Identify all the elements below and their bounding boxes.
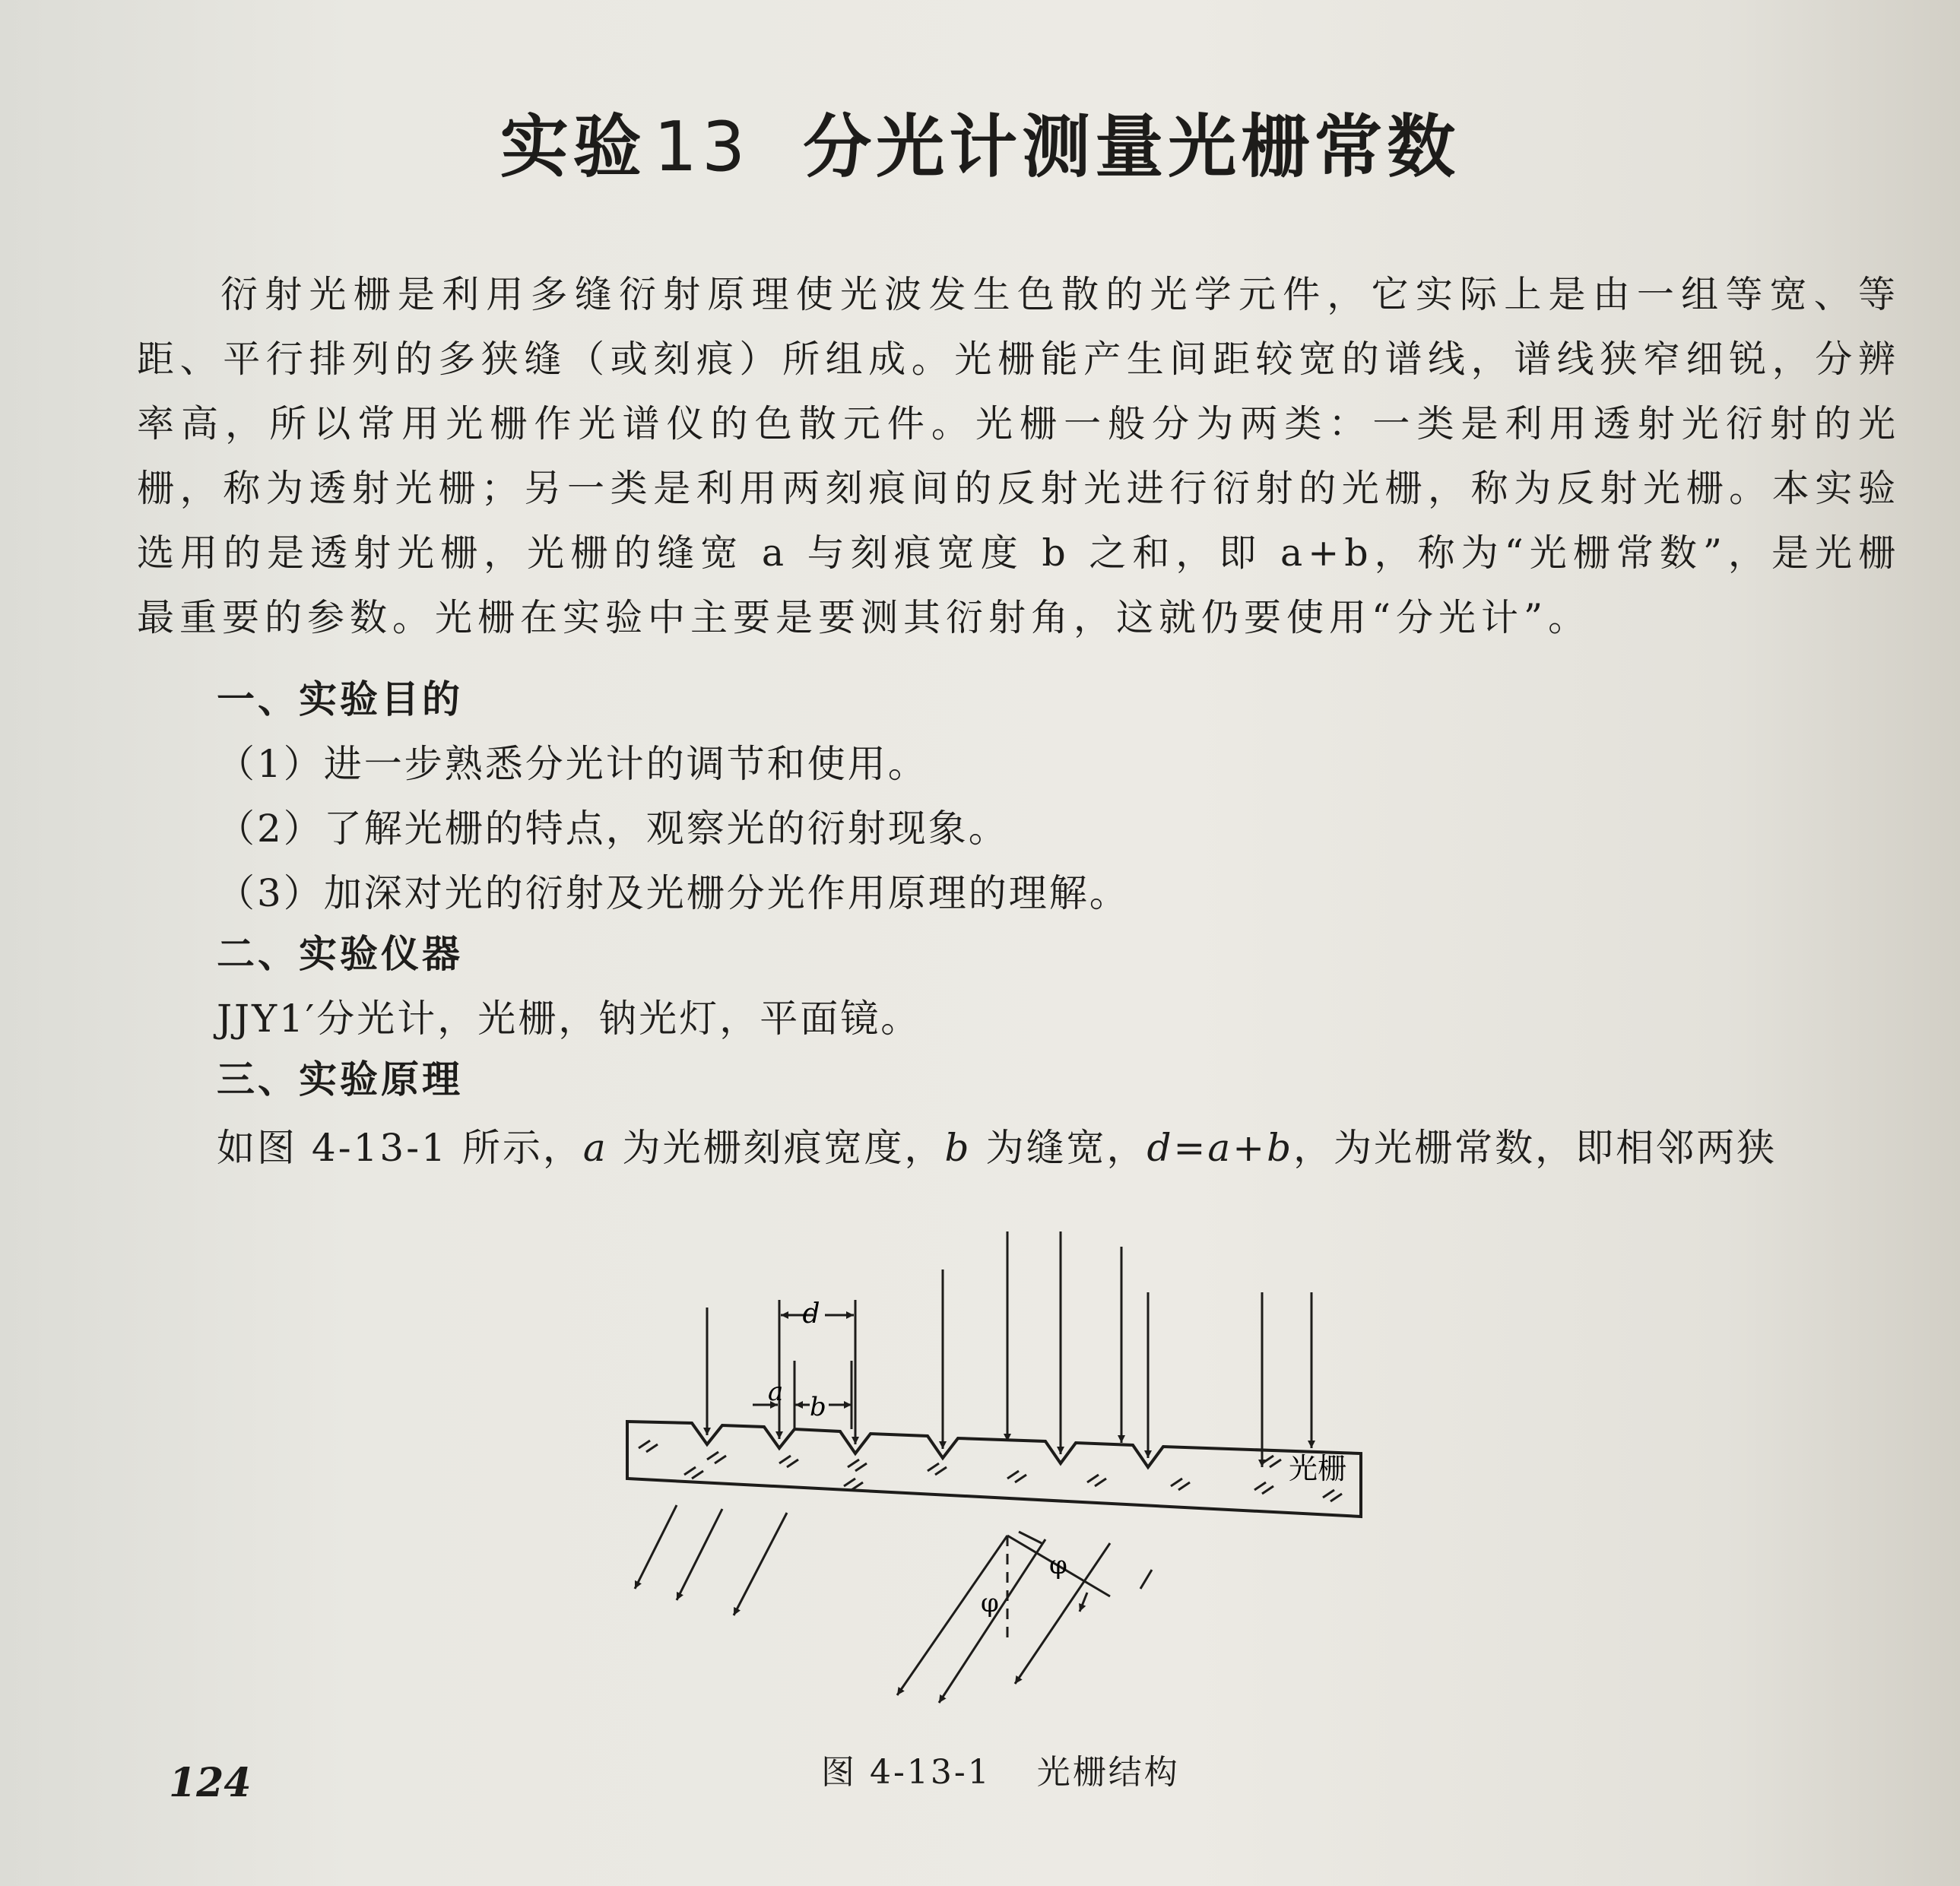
- diffracted-rays: [635, 1505, 1110, 1703]
- objective-item-1: （1）进一步熟悉分光计的调节和使用。: [217, 742, 928, 786]
- incident-rays: [707, 1231, 1311, 1467]
- intro-paragraph: 衍射光栅是利用多缝衍射原理使光波发生色散的光学元件，它实际上是由一组等宽、等距、平行排列的多狭缝（或刻痕）所组成。光栅能产生间距较宽的谱线，谱线狭窄细锐，分辨率高，所以常用光栅作光谱仪的色散元件。光栅一般分为两类：一类是利用透射光衍射的光栅，称为透射光栅；另一类是利用两刻痕间的反射光进行衍射的光栅，称为反射光栅。本实验选用的是透射光栅，光栅的缝宽 a 与刻痕宽度 b 之和，即 a+b，称为“光栅常数”，是光栅最重要的参数。光栅在实验中主要是要测其衍射角，这就仍要使用“分光计”。: [137, 273, 1901, 639]
- label-b: b: [810, 1392, 826, 1422]
- caption-number: 图 4-13-1: [821, 1753, 991, 1792]
- section-heading-objectives: 一、实验目的: [217, 677, 463, 721]
- page-number: 124: [169, 1760, 252, 1806]
- page-title: [0, 91, 1960, 190]
- label-phi-1: φ: [981, 1588, 999, 1618]
- objective-item-2: （2）了解光栅的特点，观察光的衍射现象。: [217, 807, 1009, 851]
- objective-item-3: （3）加深对光的衍射及光栅分光作用原理的理解。: [217, 871, 1130, 915]
- section-heading-instruments: 二、实验仪器: [217, 932, 463, 976]
- label-a: a: [768, 1377, 784, 1407]
- principle-text: 如图 4-13-1 所示，a 为光栅刻痕宽度，b 为缝宽，d=a+b，为光栅常数，即相邻两狭: [217, 1126, 1778, 1170]
- instruments-text: JJY1′分光计，光栅，钠光灯，平面镜。: [217, 997, 921, 1041]
- section-heading-principle: 三、实验原理: [217, 1057, 463, 1101]
- grating-body: [627, 1422, 1361, 1517]
- title-number: 13: [653, 107, 750, 187]
- title-text: 分光计测量光栅常数: [803, 107, 1460, 187]
- grating-diagram: [593, 1216, 1429, 1733]
- figure-caption: [821, 1745, 1180, 1793]
- label-grating: 光栅: [1289, 1452, 1347, 1485]
- title-label: 实验: [500, 107, 646, 187]
- label-phi-2: φ: [1049, 1550, 1067, 1580]
- label-d: d: [802, 1298, 820, 1330]
- caption-text: 光栅结构: [1036, 1753, 1180, 1792]
